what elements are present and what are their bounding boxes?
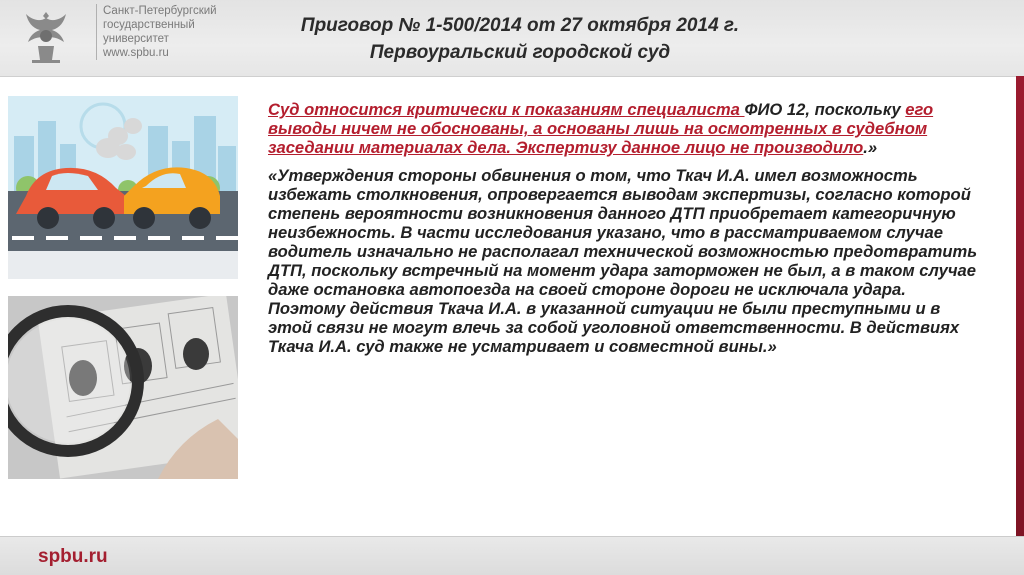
header (0, 0, 1024, 77)
title-line-1: Приговор № 1-500/2014 от 27 октября 2014 г. (300, 15, 740, 36)
plain-text: .» (863, 138, 878, 157)
accent-band (1016, 76, 1024, 556)
footer-site-link[interactable]: spbu.ru (38, 546, 108, 567)
university-line: университет (103, 33, 169, 45)
footer (0, 536, 1024, 575)
university-website: www.spbu.ru (103, 47, 169, 59)
title-line-2: Первоуральский городской суд (369, 42, 671, 63)
fingerprints-magnifier-photo (8, 296, 238, 479)
plain-text: поскольку (810, 100, 906, 119)
main-text (268, 100, 980, 356)
spbu-emblem-icon (18, 6, 74, 66)
university-line: государственный (103, 19, 195, 31)
slide-title (270, 12, 770, 66)
paragraph-2: «Утверждения стороны обвинения о том, что Ткач И.А. имел возможность избежать столкновения, опровергается выводам экспертизы, согласно которой степень вероятности возникновения данного ДТП приобретает категоричную неизбежность. В части исследования указано, что в рассматриваемом случае водитель изначально не располагал технической возможностью предотвратить ДТП, поскольку встречный на момент удара заторможен не был, а в таком случае даже остановка автопоезда на своей стороне дороги не исключала удара. Поэтому действия Ткача И.А. в указанной ситуации не были преступными и в этой связи не могут влечь за собой уголовной ответственности. В действиях Ткача И.А. суд также не усматривает и совместной вины.» (268, 166, 978, 356)
university-name (96, 4, 253, 60)
car-crash-illustration (8, 96, 238, 279)
university-line: Санкт-Петербургский (103, 5, 217, 17)
paragraph-1 (268, 100, 980, 157)
highlighted-text: его выводы ничем не обоснованы, а основаны лишь на осмотренных в судебном заседании материалах дела. Экспертизу данное лицо не производило (268, 100, 934, 157)
highlighted-text: Суд относится критически к показаниям специалиста (268, 100, 745, 119)
plain-text: ФИО 12, (744, 100, 810, 119)
